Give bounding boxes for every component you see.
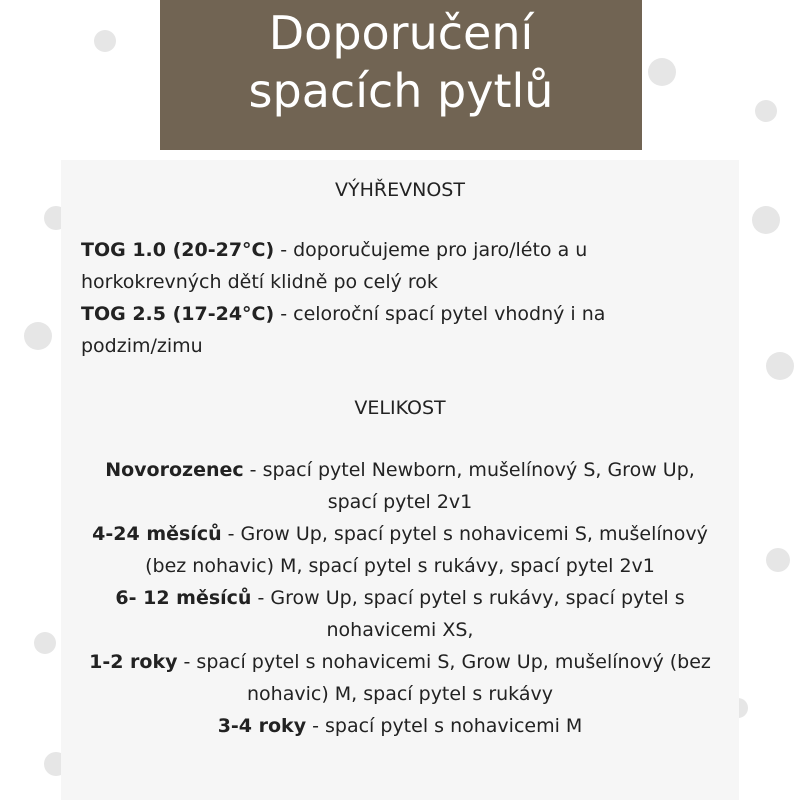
size-item-4-24-months [81,518,719,582]
heat-section-heading: VÝHŘEVNOST [335,179,465,201]
background-dot [755,100,777,122]
background-dot [24,322,52,350]
heat-list [81,234,719,362]
heat-item-term: TOG 2.5 (17-24°C) [81,303,275,325]
background-dot [766,548,790,572]
size-item-term: 3-4 roky [217,715,307,737]
size-item-term: 6- 12 měsíců [115,587,252,609]
heat-item-text: - doporučujeme pro jaro/léto a u horkokrevných dětí klidně po celý rok [81,239,588,293]
heat-item-term: TOG 1.0 (20-27°C) [81,239,275,261]
heat-item-tog-1 [81,234,719,298]
size-item-text: - spací pytel s nohavicemi M [306,715,583,737]
background-dot [752,206,780,234]
size-item-term: 1-2 roky [89,651,178,673]
title-banner [160,0,642,150]
size-section-heading: VELIKOST [354,397,446,419]
background-dot [648,58,676,86]
size-item-term: Novorozenec [105,459,244,481]
heat-item-tog-2 [81,298,719,362]
heat-item-text: - celoroční spací pytel vhodný i na podzim/zimu [81,303,606,357]
background-dot [766,352,794,380]
size-list [81,454,719,742]
size-item-text: - spací pytel s nohavicemi S, Grow Up, mušelínový (bez nohavic) M, spací pytel s rukávy [177,651,711,705]
size-item-1-2-years [81,646,719,710]
background-dot [34,632,56,654]
content-card [61,160,739,800]
page-title-line-2: spacích pytlů [248,64,554,118]
size-item-newborn [81,454,719,518]
size-item-6-12-months [81,582,719,646]
size-item-text: - Grow Up, spací pytel s nohavicemi S, mušelínový (bez nohavic) M, spací pytel s rukávy, spací pytel 2v1 [145,523,708,577]
size-item-term: 4-24 měsíců [92,523,222,545]
background-dot [94,30,116,52]
size-item-3-4-years [81,710,719,742]
size-item-text: - Grow Up, spací pytel s rukávy, spací pytel s nohavicemi XS, [251,587,685,641]
page-title-line-1: Doporučení [268,6,534,60]
size-item-text: - spací pytel Newborn, mušelínový S, Grow Up, spací pytel 2v1 [243,459,695,513]
